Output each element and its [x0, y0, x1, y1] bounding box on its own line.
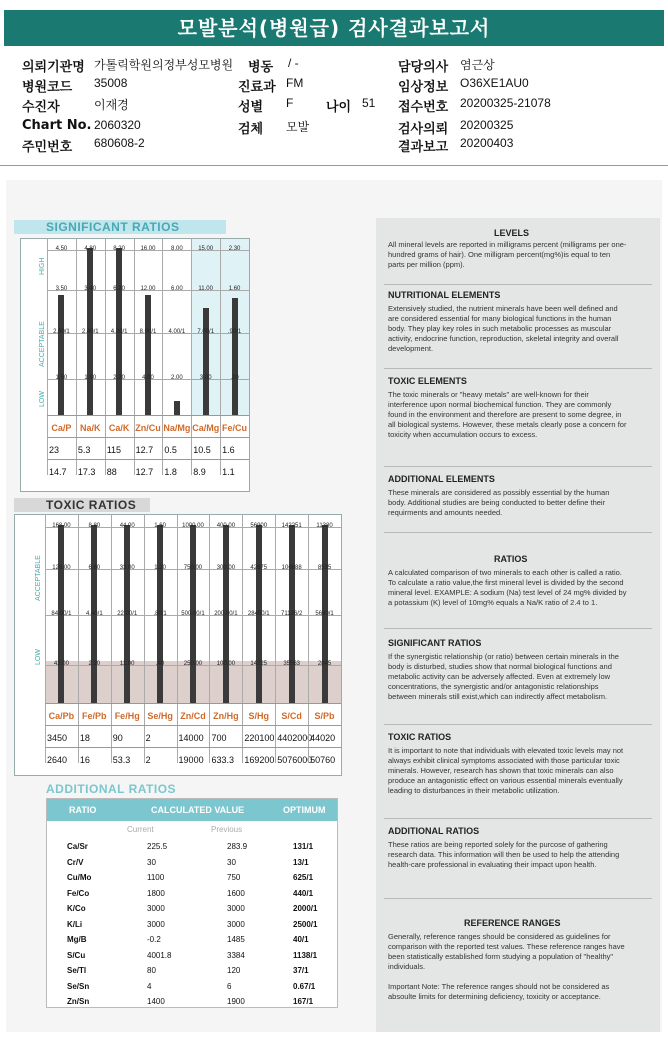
- ward-value: / -: [288, 56, 299, 70]
- tick-label: 142251: [281, 522, 302, 529]
- column-divider: [47, 239, 48, 475]
- additional-heading: ADDITIONAL ELEMENTS: [388, 474, 495, 484]
- doctor-label: 담당의사: [398, 60, 449, 75]
- current-cell: 3000: [147, 904, 165, 913]
- previous-cell: 750: [227, 873, 241, 882]
- header-row: [0, 136, 668, 154]
- previous-value: 50760: [310, 755, 336, 765]
- hospital-code-label: 병원코드: [22, 80, 73, 95]
- receipt-no-label: 접수번호: [398, 100, 449, 115]
- ratio-name: Ca/Mg: [192, 423, 220, 433]
- tick-label: 4.00/1: [168, 329, 186, 335]
- optimum-cell: 440/1: [293, 888, 314, 898]
- tick-label: 2.30: [228, 246, 241, 253]
- department-label: 진료과: [238, 80, 276, 95]
- header-row: [0, 56, 668, 74]
- reference-heading: REFERENCE RANGES: [464, 918, 561, 928]
- previous-value: 12.7: [135, 467, 154, 477]
- calculated-header: CALCULATED VALUE: [151, 805, 245, 815]
- table-line: [47, 459, 249, 460]
- ratio-bar: [203, 308, 209, 415]
- tick-label: 4.50: [55, 246, 68, 253]
- current-value: 2: [145, 733, 151, 743]
- ratio-name: Ca/P: [51, 423, 72, 433]
- ratio-cell: Se/Sn: [67, 981, 90, 991]
- current-value: 0.5: [164, 445, 177, 455]
- tick-label: 1.60: [154, 522, 166, 529]
- optimum-header: OPTIMUM: [283, 805, 326, 815]
- tick-label: 1.80: [84, 375, 97, 382]
- previous-value: 17.3: [77, 467, 96, 477]
- institution-label: 의뢰기관명: [22, 60, 85, 75]
- patient-value: 이재경: [94, 98, 129, 112]
- tick-label: 168.00: [52, 522, 71, 529]
- current-value: 4402000: [277, 733, 313, 743]
- tick-label: 750.00: [183, 565, 203, 571]
- column-divider: [220, 239, 221, 475]
- tick-label: 56900: [250, 522, 268, 529]
- optimum-cell: 2000/1: [293, 904, 318, 913]
- significant-title: SIGNIFICANT RATIOS: [46, 220, 180, 234]
- ratio-cell: Zn/Sn: [67, 997, 90, 1006]
- previous-value: 2640: [47, 755, 68, 765]
- divider: [384, 368, 652, 369]
- tick-label: 4.20/1: [110, 329, 128, 335]
- previous-cell: 1600: [227, 888, 245, 898]
- tick-label: 3.50: [55, 286, 68, 292]
- current-cell: 80: [147, 966, 156, 975]
- tick-label: 8.00: [171, 246, 183, 253]
- zone-label: LOW: [39, 391, 46, 407]
- nutritional-text: Extensively studied, the nutrient minerals have been well defined and are considered essential for many biological functions in the human body. They play key roles in such metabolic processes as muscular activity, endocrine function, reproduction, skeletal integrity and overall development.: [388, 304, 619, 353]
- clinical-info-value: O36XE1AU0: [460, 76, 529, 90]
- ratio-name: Fe/Cu: [222, 423, 248, 433]
- ratio-name: S/Hg: [248, 711, 270, 721]
- optimum-cell: 1138/1: [293, 950, 318, 960]
- tick-label: .20: [230, 375, 239, 382]
- tick-label: 2.20: [88, 660, 101, 667]
- previous-cell: 283.9: [227, 842, 248, 851]
- table-line: [45, 703, 341, 704]
- tick-label: 16.00: [140, 246, 156, 253]
- reference-text: Generally, reference ranges should be considered as guidelines for comparison with the reported test values. These reference ranges have been statistically established form studying a population of "healthy" individuals.: [388, 932, 625, 971]
- additional-ratios-text: These ratios are being reported solely for the purcose of gathering research data. This information will then be used to help the attending health-care professional in evaluating their impact upon health.: [388, 840, 620, 869]
- tick-label: 500.00/1: [181, 611, 205, 617]
- tick-label: 1.20: [154, 565, 166, 571]
- table-row: [47, 994, 337, 1011]
- current-cell: 1800: [147, 888, 165, 898]
- tick-label: 2.40/1: [81, 329, 99, 335]
- optimum-cell: 37/1: [293, 966, 309, 975]
- institution-value: 가톨릭학원의정부성모병원: [94, 58, 234, 72]
- divider: [384, 532, 652, 533]
- significant-ratios-chart: [20, 238, 250, 492]
- ratios-heading: RATIOS: [494, 554, 528, 564]
- previous-value: 19000: [178, 755, 204, 765]
- table-row: [47, 901, 337, 918]
- current-value: 44020: [310, 733, 336, 743]
- tick-label: 2.20: [113, 375, 125, 382]
- column-divider: [162, 239, 163, 475]
- table-row: [47, 932, 337, 949]
- previous-value: 14.7: [49, 467, 67, 477]
- divider: [384, 628, 652, 629]
- previous-cell: 120: [227, 966, 241, 975]
- current-value: 90: [112, 733, 123, 743]
- tick-label: 3.40: [84, 286, 97, 292]
- column-divider: [76, 239, 77, 475]
- current-cell: 4001.8: [147, 950, 172, 960]
- ratio-name: S/Cd: [281, 711, 302, 721]
- current-value: 115: [106, 445, 122, 455]
- divider: [384, 284, 652, 285]
- significant-text: If the synergistic relationship (or ratio) between certain minerals in the body is disturbed, studies show that normal biological functions and metabolic activity can be adversely affected. Even at extremely low concentrations, the synergistic and/or antagonistic relationships between minerals still exist,which can indirectly affect metabolism.: [388, 652, 619, 701]
- previous-cell: 1900: [227, 997, 245, 1006]
- current-value: 18: [79, 733, 90, 743]
- tick-label: 2845: [317, 660, 332, 667]
- tick-label: 4.80: [84, 246, 97, 253]
- header-row: [0, 118, 668, 136]
- previous-value: 633.3: [211, 755, 234, 765]
- report-date-value: 20200403: [460, 136, 514, 150]
- tick-label: 106688: [281, 565, 302, 571]
- tick-label: 71126/2: [281, 611, 303, 617]
- tick-label: 200.00/1: [214, 611, 238, 617]
- optimum-cell: 167/1: [293, 997, 314, 1006]
- column-divider: [105, 239, 106, 475]
- ratio-name: Ca/K: [108, 423, 130, 433]
- optimum-cell: 131/1: [293, 842, 314, 851]
- table-row: [47, 948, 337, 965]
- sex-label: 성별: [238, 100, 264, 115]
- info-column: [376, 218, 660, 1032]
- table-line: [45, 747, 341, 748]
- additional-title: ADDITIONAL RATIOS: [46, 782, 177, 796]
- levels-heading: LEVELS: [494, 228, 530, 238]
- zone-label: HIGH: [39, 257, 46, 275]
- ratio-cell: Cr/V: [67, 857, 84, 867]
- table-row: [47, 917, 337, 934]
- table-row: [47, 839, 337, 856]
- ratio-name: Zn/Hg: [213, 711, 239, 721]
- header-divider: [0, 165, 668, 166]
- ratio-cell: Mg/B: [67, 935, 87, 944]
- tick-label: 42675: [250, 565, 268, 571]
- request-date-label: 검사의뢰: [398, 122, 449, 137]
- previous-value: 16: [79, 755, 90, 765]
- zone-label: LOW: [35, 649, 42, 665]
- tick-label: 14225: [250, 660, 268, 667]
- current-value: 14000: [178, 733, 204, 743]
- age-label: 나이: [326, 100, 352, 115]
- ratio-name: Se/Hg: [147, 711, 173, 721]
- tick-label: 8535: [317, 565, 332, 571]
- additional-text: These minerals are considered as possibly essential by the human body. Additional studies are being conducted to better define their requirments and amounts needed.: [388, 488, 610, 517]
- toxic-text: The toxic minerals or "heavy metals" are well-known for their interference upon normal biochemical function. They are commonly found in the environment and therefore are present to some degree, in all biological systems. However, these metals clearly pose a concern for toxicity when accumulation occurs to excess.: [388, 390, 627, 439]
- chart-no-value: 2060320: [94, 118, 141, 132]
- ratio-name: S/Pb: [314, 711, 335, 721]
- previous-value: 8.9: [193, 467, 206, 477]
- table-line: [47, 415, 249, 416]
- tick-label: 7.00/1: [197, 329, 215, 335]
- current-cell: 225.5: [147, 842, 168, 851]
- previous-cell: 3384: [227, 950, 245, 960]
- levels-text: All mineral levels are reported in milligrams percent (milligrams per one-hundred grams of hair). One milligram percent(mg%)is equal to ten parts per million (ppm).: [388, 240, 627, 269]
- tick-label: 100.00: [216, 660, 236, 667]
- divider: [384, 724, 652, 725]
- divider: [384, 466, 652, 467]
- current-cell: 3000: [147, 919, 165, 929]
- tick-label: 11.00: [198, 286, 213, 292]
- tick-label: 1000.00: [182, 522, 204, 529]
- current-value: 23: [49, 445, 60, 455]
- tick-label: 8.00/1: [139, 329, 157, 335]
- hospital-code-value: 35008: [94, 76, 128, 90]
- current-cell: 30: [147, 857, 156, 867]
- zone-label: ACCEPTABLE: [35, 555, 42, 601]
- ratio-bar: [58, 295, 64, 415]
- previous-cell: 3000: [227, 919, 245, 929]
- age-value: 51: [362, 96, 376, 110]
- optimum-cell: 625/1: [293, 873, 314, 882]
- tick-label: 1.60: [228, 286, 241, 292]
- previous-value: 1.8: [164, 467, 177, 477]
- specimen-value: 모발: [286, 120, 310, 134]
- tick-label: 126.00: [52, 565, 71, 571]
- ratios-text: A calculated comparison of two minerals to each other is called a ratio. To calculate a ratio value,the first mineral level is divided by the second mineral level. EXAMPLE: A sodium (Na) test level of 24 mg% divided by a potassium (K) level of 10mg% equals a Na/K ratio of 2.4 to 1.: [388, 568, 627, 607]
- zone-label: ACCEPTABLE: [39, 321, 46, 367]
- table-row: [47, 963, 337, 980]
- tick-label: 15.00: [198, 246, 214, 253]
- tick-label: 5690/1: [315, 611, 334, 617]
- department-value: FM: [286, 76, 304, 90]
- optimum-cell: 40/1: [293, 935, 309, 944]
- ratio-bar: [145, 295, 151, 415]
- divider: [384, 818, 652, 819]
- previous-cell: 30: [227, 857, 236, 867]
- tick-label: 3.00: [199, 375, 212, 382]
- ratio-name: Na/K: [80, 423, 101, 433]
- ratio-name: Fe/Hg: [114, 711, 140, 721]
- previous-value: 169200: [244, 755, 275, 765]
- toxic-ratios-text: It is important to note that individuals with elevated toxic levels may not always exhibit clinical symptoms associated with those particular toxic minerals. However, research has shown that toxic minerals can also produce an antagonistic effect on various essential minerals eventually leading to disturbances in their metabolic utilization.: [388, 746, 624, 795]
- tick-label: 4.40/1: [85, 611, 103, 617]
- table-row: [47, 855, 337, 872]
- ratio-cell: Cu/Mo: [67, 873, 92, 882]
- previous-value: 2: [145, 755, 151, 765]
- current-value: 3450: [47, 733, 68, 743]
- previous-value: 53.3: [112, 755, 131, 765]
- ratio-name: Fe/Pb: [82, 711, 107, 721]
- receipt-no-value: 20200325-21078: [460, 96, 551, 110]
- column-divider: [134, 239, 135, 475]
- report-title: 모발분석(병원급) 검사결과보고서: [4, 10, 664, 46]
- table-row: [47, 870, 337, 887]
- tick-label: 84.00/1: [51, 611, 72, 617]
- chart-no-label: Chart No.: [22, 118, 92, 133]
- current-cell: 1100: [147, 873, 165, 882]
- ratio-name: Ca/Pb: [48, 711, 75, 721]
- toxic-title: TOXIC RATIOS: [46, 498, 137, 512]
- clinical-info-label: 임상정보: [398, 80, 449, 95]
- tick-label: 33.00: [119, 565, 135, 571]
- tick-label: 1.50: [55, 375, 68, 382]
- ward-label: 병동: [248, 60, 274, 75]
- tick-label: 11380: [316, 522, 333, 529]
- ratio-name: Zn/Cd: [180, 711, 206, 721]
- previous-subheader: Previous: [211, 825, 243, 834]
- current-value: 1.6: [222, 445, 235, 455]
- resident-no-label: 주민번호: [22, 140, 73, 155]
- ratio-cell: Ca/Sr: [67, 842, 88, 851]
- tick-label: 6.60: [88, 565, 101, 571]
- ratio-bar: [174, 401, 180, 415]
- current-value: 10.5: [193, 445, 211, 455]
- optimum-cell: 13/1: [293, 857, 309, 867]
- additional-ratios-table: [46, 798, 338, 1008]
- tick-label: 250.00: [183, 660, 203, 667]
- tick-label: 6.00: [171, 286, 183, 292]
- header-row: [0, 76, 668, 94]
- report-date-label: 결과보고: [398, 140, 449, 155]
- ratio-cell: K/Co: [67, 904, 86, 913]
- ratio-bar: [232, 298, 238, 415]
- tick-label: 12.00: [140, 286, 156, 292]
- table-row: [47, 886, 337, 903]
- sex-value: F: [286, 96, 294, 110]
- tick-label: 6.20: [113, 286, 125, 292]
- tick-label: .80/1: [153, 611, 167, 617]
- tick-label: 8.80: [88, 522, 101, 529]
- tick-label: 8.20: [113, 246, 125, 253]
- tick-label: 35563: [283, 660, 300, 667]
- current-subheader: Current: [127, 825, 154, 834]
- doctor-value: 염근상: [460, 58, 495, 72]
- table-line: [45, 725, 341, 726]
- ratio-cell: K/Li: [67, 919, 83, 929]
- nutritional-heading: NUTRITIONAL ELEMENTS: [388, 290, 501, 300]
- additional-ratios-heading: ADDITIONAL RATIOS: [388, 826, 480, 836]
- table-row: [47, 979, 337, 996]
- patient-header: [0, 52, 668, 162]
- current-cell: 4: [147, 981, 152, 991]
- tick-label: 11.00: [119, 660, 135, 667]
- header-row: [0, 96, 668, 114]
- previous-cell: 6: [227, 981, 232, 991]
- optimum-cell: 2500/1: [293, 919, 318, 929]
- tick-label: 400.00: [216, 522, 236, 529]
- tick-label: 300.00: [216, 565, 236, 571]
- toxic-ratios-chart: [14, 514, 342, 776]
- table-line: [47, 437, 249, 438]
- additional-table-header: [47, 799, 337, 821]
- current-value: 220100: [244, 733, 275, 743]
- patient-label: 수진자: [22, 100, 60, 115]
- request-date-value: 20200325: [460, 118, 514, 132]
- current-value: 5.3: [77, 445, 91, 455]
- tick-label: 2.60/1: [53, 329, 70, 335]
- important-note: Important Note: The reference ranges should not be considered as absoulte limits for determining deficiency, toxicity or acceptance.: [388, 982, 610, 1001]
- previous-value: 88: [106, 467, 117, 477]
- current-value: 12.7: [135, 445, 154, 455]
- divider: [384, 898, 652, 899]
- tick-label: 42.00: [53, 660, 69, 667]
- optimum-cell: 0.67/1: [293, 981, 316, 991]
- resident-no-value: 680608-2: [94, 136, 145, 150]
- previous-cell: 1485: [227, 935, 245, 944]
- previous-value: 5076000: [277, 755, 313, 765]
- tick-label: 2.00: [171, 375, 183, 382]
- current-cell: -0.2: [147, 935, 161, 944]
- current-cell: 1400: [147, 997, 165, 1006]
- ratio-cell: S/Cu: [67, 950, 86, 960]
- toxic-heading: TOXIC ELEMENTS: [388, 376, 467, 386]
- specimen-label: 검체: [238, 122, 264, 137]
- tick-label: 4.00: [142, 375, 154, 382]
- column-divider: [191, 239, 192, 475]
- ratio-cell: Fe/Co: [67, 888, 90, 898]
- tick-label: 22.00/1: [117, 611, 138, 617]
- tick-label: 44.00: [119, 522, 135, 529]
- scanned-report: [6, 180, 662, 1032]
- ratio-cell: Se/Tl: [67, 966, 87, 975]
- tick-label: 28450/1: [247, 611, 270, 617]
- previous-cell: 3000: [227, 904, 245, 913]
- ratio-name: Zn/Cu: [135, 423, 161, 433]
- toxic-ratios-heading: TOXIC RATIOS: [388, 732, 452, 742]
- significant-heading: SIGNIFICANT RATIOS: [388, 638, 482, 648]
- ratio-header: RATIO: [69, 805, 97, 815]
- previous-value: 1.1: [222, 467, 235, 477]
- tick-label: .40: [155, 660, 165, 667]
- tick-label: .90/1: [227, 329, 242, 335]
- current-value: 700: [211, 733, 227, 743]
- ratio-name: Na/Mg: [163, 423, 191, 433]
